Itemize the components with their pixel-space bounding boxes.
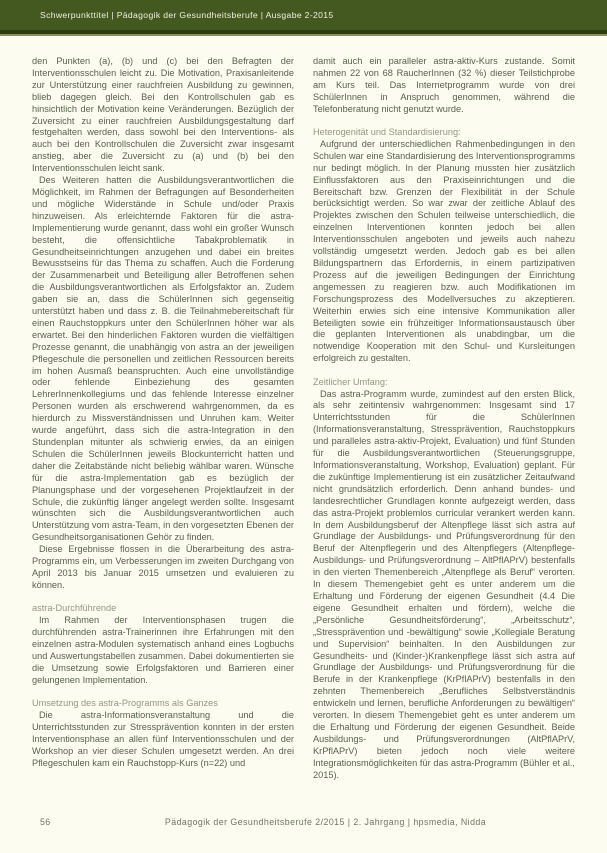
paragraph: Des Weiteren hatten die Ausbildungsverantwortlichen die Möglichkeit, im Rahmen der Befragungen auf Besonderheiten und mögliche Widerstände in Schule und/oder Praxis hinzuweisen. Als erleichternde Faktoren für die astra-Implementierung wurde genannt, dass wohl ein großer Wunsch besteht, die offensichtliche Tabakproblematik in Gesundheitseinrichtungen anzugehen und dabei ein breites Bewusstseins für das Thema zu schaffen. Auch die Forderung der Zusammenarbeit und Beteiligung aller Betroffenen sehen die Ausbildungsverantwortlichen als Erfolgsfaktor an. Zudem gaben sie an, dass die SchülerInnen sich gegenseitig unterstützt haben und dass z. B. die Teilnahmebereitschaft für einen Rauchstoppkurs unter den SchülerInnen höher war als erwartet. Bei den hinderlichen Faktoren wurden die vielfältigen Prozesse genannt, die unabhängig von astra an der jeweiligen Pflegeschule die personellen und zeitlichen Ressourcen bereits im hohen Ausmaß beanspruchten. Auch eine unvollständige oder fehlende Einbeziehung des gesamten LehrerInnenkollegiums und das fehlende Interesse einzelner Personen wurden als erschwerend wahrgenommen, da es hierdurch zu Missverständnissen und Unruhen kam. Weiter wurde angeführt, dass sich die astra-Integration in den Stundenplan mitunter als schwierig erwies, da an einigen Schulen die SchülerInnen jeweils Blockunterricht hatten und daher die Zeitabstände nicht beliebig wählbar waren. Wünsche für die astra-Implementation gab es bezüglich der Planungsphase und der vorgesehenen Projektlaufzeit in der Schule, die zukünftig länger angelegt werden sollte. Insgesamt wünschten sich die Ausbildungsverantwortlichen auch Unterstützung vom astra-Team, in den vorgesetzten Ebenen der Gesundheitsorganisationen Gehör zu finden. [32,175,294,543]
page-header-bar [0,0,607,37]
journal-footer-line: Pädagogik der Gesundheitsberufe 2/2015 | 2. Jahrgang | hpsmedia, Nidda [164,817,487,827]
section-heading-umsetzung: Umsetzung des astra-Programms als Ganzes [32,698,218,709]
paragraph: Diese Ergebnisse flossen in die Überarbeitung des astra-Programms ein, um Verbesserungen im zweiten Durchgang von April 2013 bis Januar 2015 umsetzen und evaluieren zu können. [32,544,294,590]
left-column [32,56,294,808]
page-number: 56 [40,817,51,827]
section-heading-astra-durchfuehrende: astra-Durchführende [32,603,117,614]
page-footer [0,817,607,831]
paragraph: Im Rahmen der Interventionsphasen trugen die durchführenden astra-Trainerinnen ihre Erfahrungen mit den einzelnen astra-Modulen systematisch anhand eines Logbuchs und Auswertungstabellen zusammen. Dabei dokumentierten sie die Umsetzung sowie Erfolgsfaktoren und Barrieren einer gelungenen Implementation. [32,615,294,685]
right-column [313,56,575,808]
paragraph: damit auch ein paralleler astra-aktiv-Kurs zustande. Somit nahmen 22 von 68 RaucherInnen (32 %) dieser Teilstichprobe am Kurs teil. Das Internetprogramm wurde von drei SchülerInnen in Anspruch genommen, während die Telefonberatung nicht genutzt wurde. [313,56,575,114]
paragraph: Aufgrund der unterschiedlichen Rahmenbedingungen in den Schulen war eine Standardisierung des Interventionsprogramms nur bedingt möglich. In der Planung mussten hier zusätzlich Einflussfaktoren aus den Praxiseinrichtungen und die Bereitschaft bzw. Grenzen der Flexibilität in der Schule berücksichtigt werden. So war zwar der zeitliche Ablauf des Projektes zwischen den Schulen teilweise unterschiedlich, die einzelnen Interventionen konnten jedoch bei allen Interventionsschulen angeboten und jeweils auch nahezu vollständig umgesetzt werden. Jedoch gab es bei allen Bildungspartnern das Erfordernis, in einem partizipativen Prozess auf die jeweiligen Bedingungen der Einrichtung angemessen zu reagieren bzw. auch Modifikationen im Forschungsprozess des Modellversuches zu akzeptieren. Weiterhin erwies sich eine intensive Kommunikation aller Beteiligten sowie ein frühzeitiger Informationsaustausch über die geplanten Interventionen als unabdingbar, um die notwendige Kooperation mit den Schul- und Kursleitungen erfolgreich zu gestalten. [313,138,575,364]
section-heading-heterogenitaet: Heterogenität und Standardisierung: [313,127,461,138]
paragraph: den Punkten (a), (b) und (c) bei den Befragten der Interventionsschulen leicht zu. Die Motivation, Praxisanleitende zur Unterstützung einer rauchfreien Ausbildung zu gewinnen, blieb dagegen gleich. Bei den Kontrollschulen gab es hinsichtlich der Motivation keine Veränderungen. Bezüglich der Zuversicht zu einer rauchfreien Ausbildungsgestaltung darf festgehalten werden, dass sowohl bei den Interventions- als auch bei den Kontrollschulen die Zuversicht zwar insgesamt anstieg, aber die Zuversicht zu (a) und (b) bei den Interventionsschulen leicht sank. [32,56,294,174]
paragraph: Die astra-Informationsveranstaltung und die Unterrichtsstunden zur Stressprävention konnten in der ersten Interventionsphase an allen fünf Interventionsschulen und der Workshop an vier dieser Schulen umgesetzt werden. An drei Pflegeschulen kam ein Rauchstopp-Kurs (n=22) und [32,710,294,768]
running-head: Schwerpunkttitel | Pädagogik der Gesundheitsberufe | Ausgabe 2-2015 [40,10,334,20]
article-body [32,56,576,808]
section-heading-zeitlicher-umfang: Zeitlicher Umfang: [313,376,388,387]
paragraph: Das astra-Programm wurde, zumindest auf den ersten Blick, als sehr zeitintensiv wahrgenommen: Insgesamt sind 17 Unterrichtsstunden für die SchülerInnen (Informationsveranstaltung, Stressprävention, Rauchstoppkurs und paralleles astra-aktiv-Projekt, Evaluation) und fünf Stunden für die Ausbildungsverantwortlichen (Steuerungsgruppe, Informationsveranstaltung, Workshop, Evaluation) geplant. Für die zukünftige Implementierung ist ein zusätzlicher Zeitaufwand nicht grundsätzlich erforderlich. Denn anhand bundes- und landesrechtlicher Grundlagen konnte aufgezeigt werden, dass das astra-Projekt problemlos curricular verankert werden kann. In dem Ausbildungsberuf der Altenpflege lässt sich astra auf Grundlage der Ausbildungs- und Prüfungsverordnung für den Beruf der Altenpflegerin und des Altenpflegers (Altenpflege-Ausbildungs- und Prüfungsverordnung – AltPflAPrV) bestenfalls in den vierten Themenbereich „Altenpflege als Beruf“ verorten. In diesem Themengebiet geht es unter anderem um die Erhaltung und Förderung der eigenen Gesundheit (4.4 Die eigene Gesundheit erhalten und fördern), welche die „Persönliche Gesundheitsförderung“, „Arbeitsschutz“, „Stressprävention und -bewältigung“ sowie „Kollegiale Beratung und Supervision“ beinhalten. In den Ausbildungen zur Gesundheits- und (Kinder-)Krankenpflege lässt sich astra auf Grundlage der Ausbildungs- und Prüfungsverordnung für die Berufe in der Krankenpflege (KrPflAPrV) bestenfalls in den zehnten Themenbereich „Berufliches Selbstverständnis entwickeln und lernen, berufliche Anforderungen zu bewältigen“ verorten. In diesem Themengebiet geht es unter anderem um die Erhaltung und Förderung der eigenen Gesundheit. Beide Ausbildungs- und Prüfungsverordnungen (AltPflAPrV, KrPflAPrV) bieten jedoch noch viele weitere Integrationsmöglichkeiten für das astra-Programm (Bühler et al., 2015). [313,388,575,780]
